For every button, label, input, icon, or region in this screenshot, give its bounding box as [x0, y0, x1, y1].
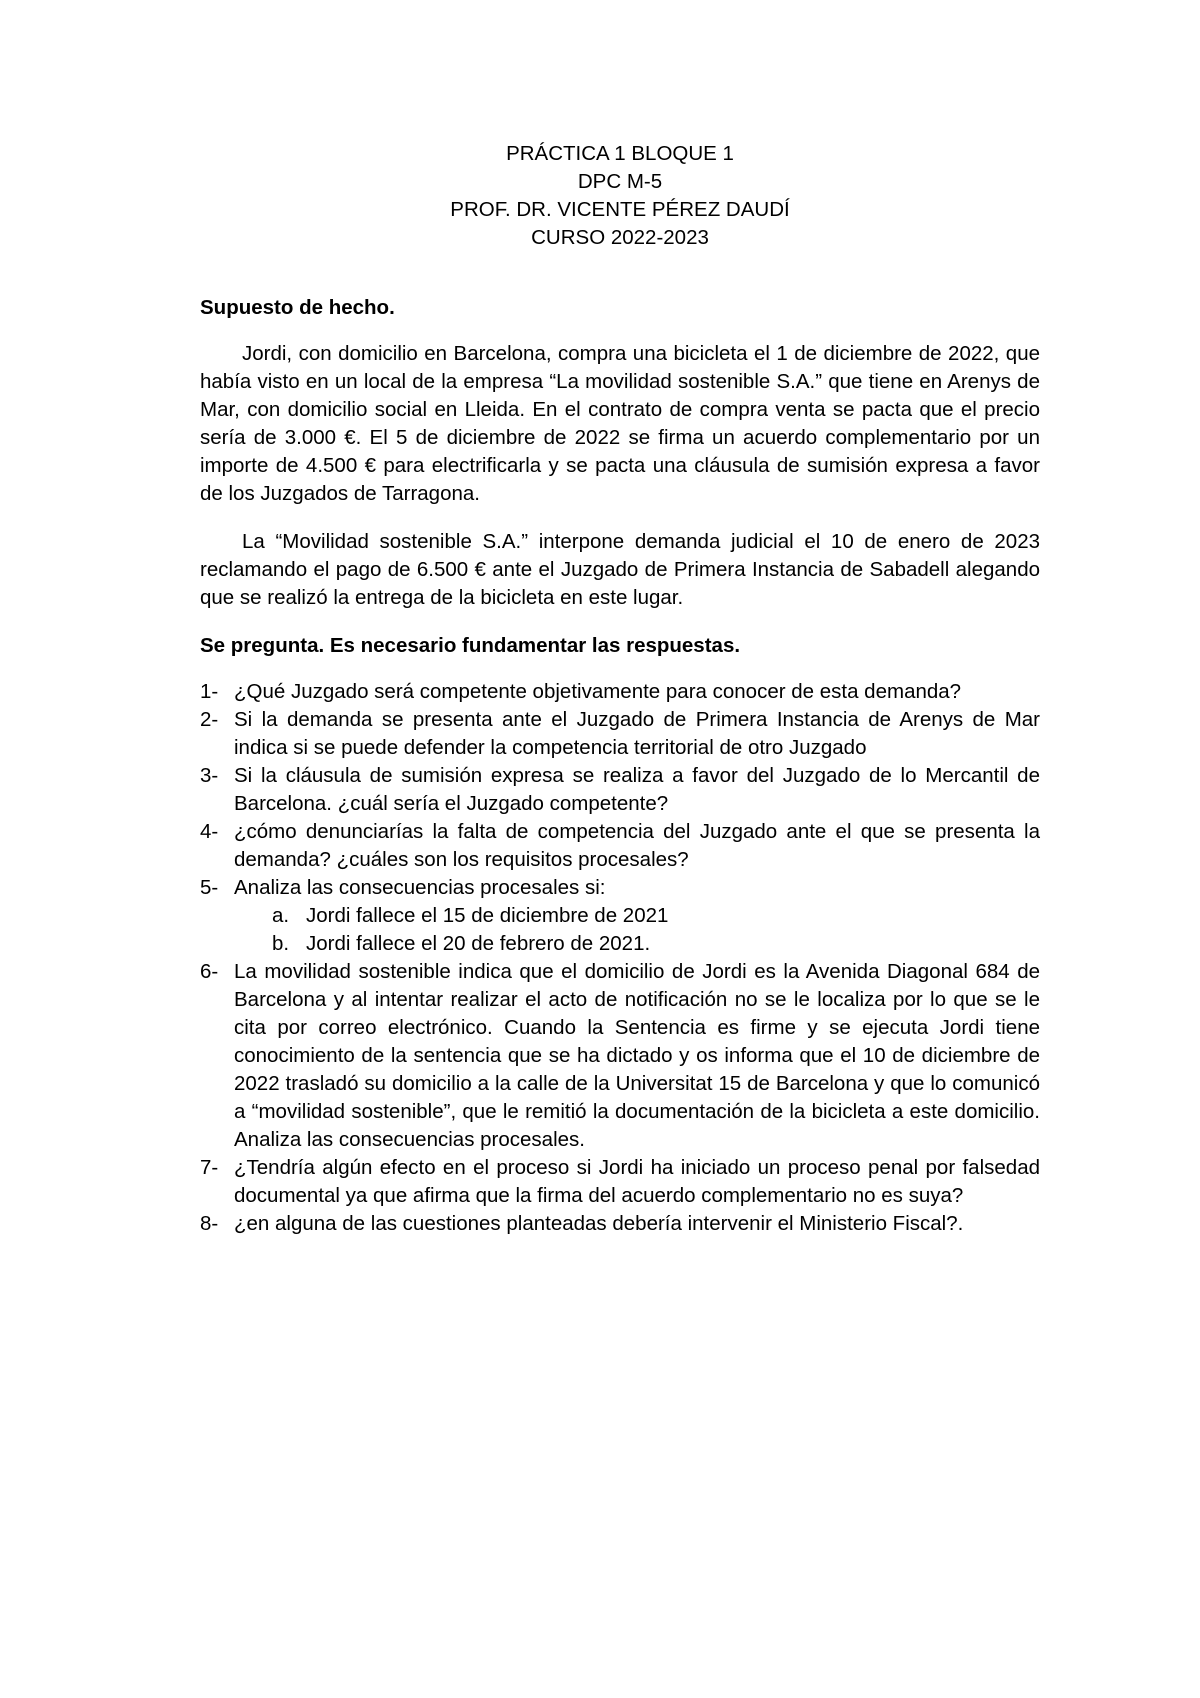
- question-number: 6-: [200, 960, 219, 983]
- question-item: [200, 762, 1040, 818]
- header-course-code: DPC M-5: [577, 170, 663, 193]
- question-number: 7-: [200, 1156, 219, 1179]
- question-text: Si la demanda se presenta ante el Juzgado de Primera Instancia de Arenys de Mar indica si se puede defender la competencia territorial de otro Juzgado: [234, 708, 1040, 759]
- question-item: [200, 818, 1040, 874]
- question-number: 5-: [200, 876, 219, 899]
- facts-heading: Supuesto de hecho.: [200, 296, 395, 319]
- sub-question-text: Jordi fallece el 15 de diciembre de 2021: [306, 904, 669, 927]
- question-item: [200, 678, 1040, 706]
- header-academic-year: CURSO 2022-2023: [531, 226, 709, 249]
- question-text: Si la cláusula de sumisión expresa se realiza a favor del Juzgado de lo Mercantil de Barcelona. ¿cuál sería el Juzgado competente?: [234, 764, 1040, 815]
- sub-question-text: Jordi fallece el 20 de febrero de 2021.: [306, 932, 651, 955]
- question-body: [234, 874, 1040, 958]
- question-text: La movilidad sostenible indica que el domicilio de Jordi es la Avenida Diagonal 684 de Barcelona y al intentar realizar el acto de notificación no se le localiza por lo que se le cita por correo electrónico. Cuando la Sentencia es firme y se ejecuta Jordi tiene conocimiento de la sentencia que se ha dictado y os informa que el 10 de diciembre de 2022 trasladó su domicilio a la calle de la Universitat 15 de Barcelona y que lo comunicó a “movilidad sostenible”, que le remitió la documentación de la bicicleta a este domicilio. Analiza las consecuencias procesales.: [234, 960, 1040, 1151]
- document-header: [200, 140, 1040, 252]
- question-text: Analiza las consecuencias procesales si:: [234, 876, 606, 899]
- sub-question-list: [234, 902, 1040, 958]
- facts-paragraph-1: Jordi, con domicilio en Barcelona, compra una bicicleta el 1 de diciembre de 2022, que había visto en un local de la empresa “La movilidad sostenible S.A.” que tiene en Arenys de Mar, con domicilio social en Lleida. En el contrato de compra venta se pacta que el precio sería de 3.000 €. El 5 de diciembre de 2022 se firma un acuerdo complementario por un importe de 4.500 € para electrificarla y se pacta una cláusula de sumisión expresa a favor de los Juzgados de Tarragona.: [200, 342, 1040, 505]
- questions-heading: Se pregunta. Es necesario fundamentar las respuestas.: [200, 634, 741, 657]
- question-number: 2-: [200, 708, 219, 731]
- question-text: ¿en alguna de las cuestiones planteadas debería intervenir el Ministerio Fiscal?.: [234, 1212, 964, 1235]
- question-item: [200, 1210, 1040, 1238]
- question-number: 8-: [200, 1212, 219, 1235]
- facts-paragraph-2: La “Movilidad sostenible S.A.” interpone demanda judicial el 10 de enero de 2023 reclamando el pago de 6.500 € ante el Juzgado de Primera Instancia de Sabadell alegando que se realizó la entrega de la bicicleta en este lugar.: [200, 530, 1040, 609]
- sub-question-letter: a.: [272, 904, 290, 927]
- question-item: [200, 874, 1040, 958]
- question-text: ¿Qué Juzgado será competente objetivamente para conocer de esta demanda?: [234, 680, 962, 703]
- question-text: ¿Tendría algún efecto en el proceso si Jordi ha iniciado un proceso penal por falsedad documental ya que afirma que la firma del acuerdo complementario no es suya?: [234, 1156, 1040, 1207]
- question-number: 3-: [200, 764, 219, 787]
- questions-list: [200, 678, 1040, 1238]
- sub-question-item: [272, 930, 1040, 958]
- header-professor: PROF. DR. VICENTE PÉREZ DAUDÍ: [450, 198, 790, 221]
- question-number: 1-: [200, 680, 219, 703]
- question-item: [200, 958, 1040, 1154]
- question-item: [200, 1154, 1040, 1210]
- question-text: ¿cómo denunciarías la falta de competencia del Juzgado ante el que se presenta la demanda? ¿cuáles son los requisitos procesales?: [234, 820, 1040, 871]
- question-number: 4-: [200, 820, 219, 843]
- sub-question-letter: b.: [272, 932, 290, 955]
- question-item: [200, 706, 1040, 762]
- sub-question-item: [272, 902, 1040, 930]
- header-title: PRÁCTICA 1 BLOQUE 1: [506, 142, 734, 165]
